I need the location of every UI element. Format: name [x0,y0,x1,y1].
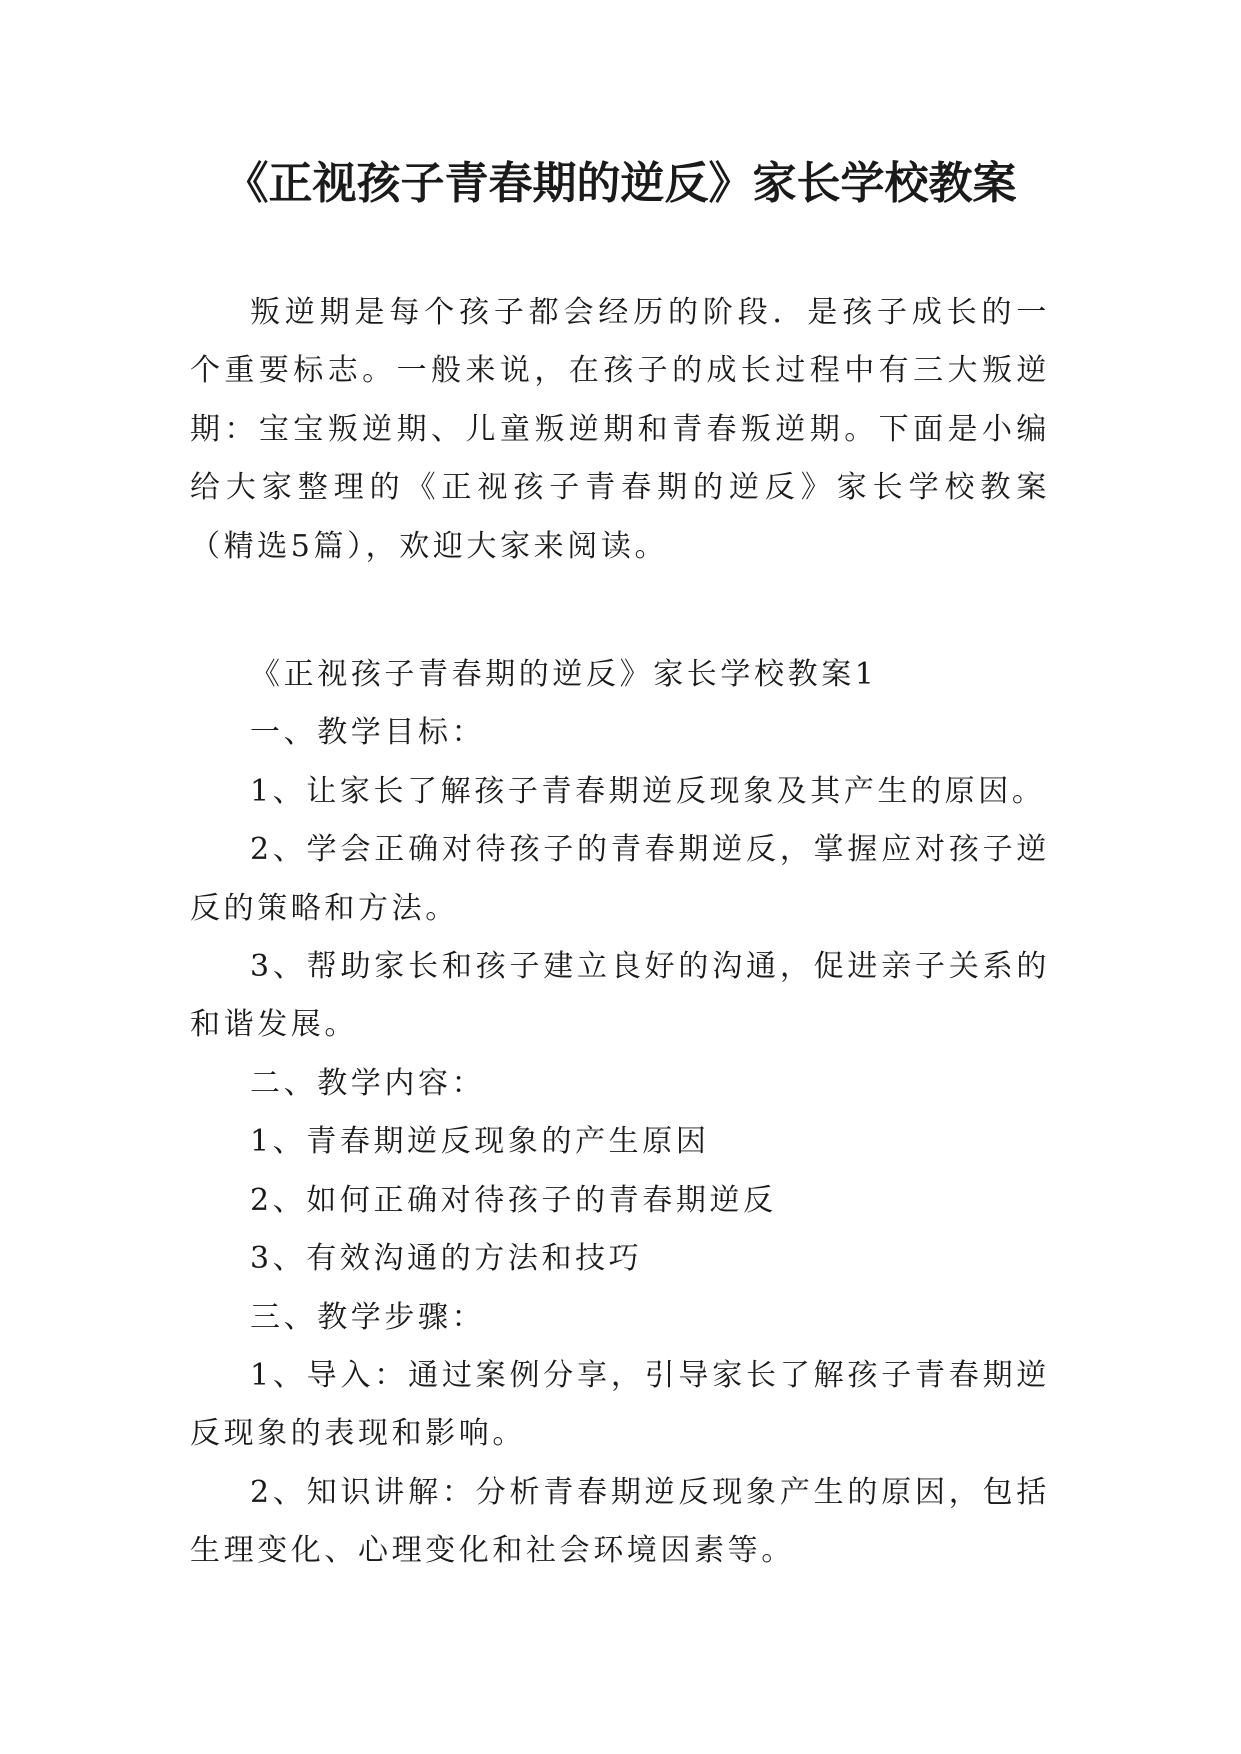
content-item-1: 1、青春期逆反现象的产生原因 [250,1124,710,1160]
section-heading: 《正视孩子青春期的逆反》家长学校教案1 [250,657,878,693]
step-item-1: 1、导入：通过案例分享，引导家长了解孩子青春期逆反现象的表现和影响。 [190,1357,1050,1452]
objective-item-2: 2、学会正确对待孩子的青春期逆反，掌握应对孩子逆反的策略和方法。 [190,832,1050,926]
content-item-3: 3、有效沟通的方法和技巧 [250,1241,643,1277]
content-heading: 二、教学内容： [250,1065,486,1101]
step-item-2: 2、知识讲解：分析青春期逆反现象产生的原因，包括生理变化、心理变化和社会环境因素等。 [190,1474,1050,1569]
objectives-heading: 一、教学目标： [250,715,486,751]
steps-heading: 三、教学步骤： [250,1299,486,1335]
document-body [190,284,1050,1581]
objective-item-1: 1、让家长了解孩子青春期逆反现象及其产生的原因。 [250,773,1046,809]
objective-item-3: 3、帮助家长和孩子建立良好的沟通，促进亲子关系的和谐发展。 [190,949,1050,1043]
section-spacer [190,576,1050,646]
document-title: 《正视孩子青春期的逆反》家长学校教案 [224,158,1017,209]
intro-paragraph: 叛逆期是每个孩子都会经历的阶段．是孩子成长的一个重要标志。一般来说，在孩子的成长过程中有三大叛逆期：宝宝叛逆期、儿童叛逆期和青春叛逆期。下面是小编给大家整理的《正视孩子青春期的逆反》家长学校教案（精选5篇），欢迎大家来阅读。 [190,295,1050,564]
content-item-2: 2、如何正确对待孩子的青春期逆反 [250,1182,777,1218]
